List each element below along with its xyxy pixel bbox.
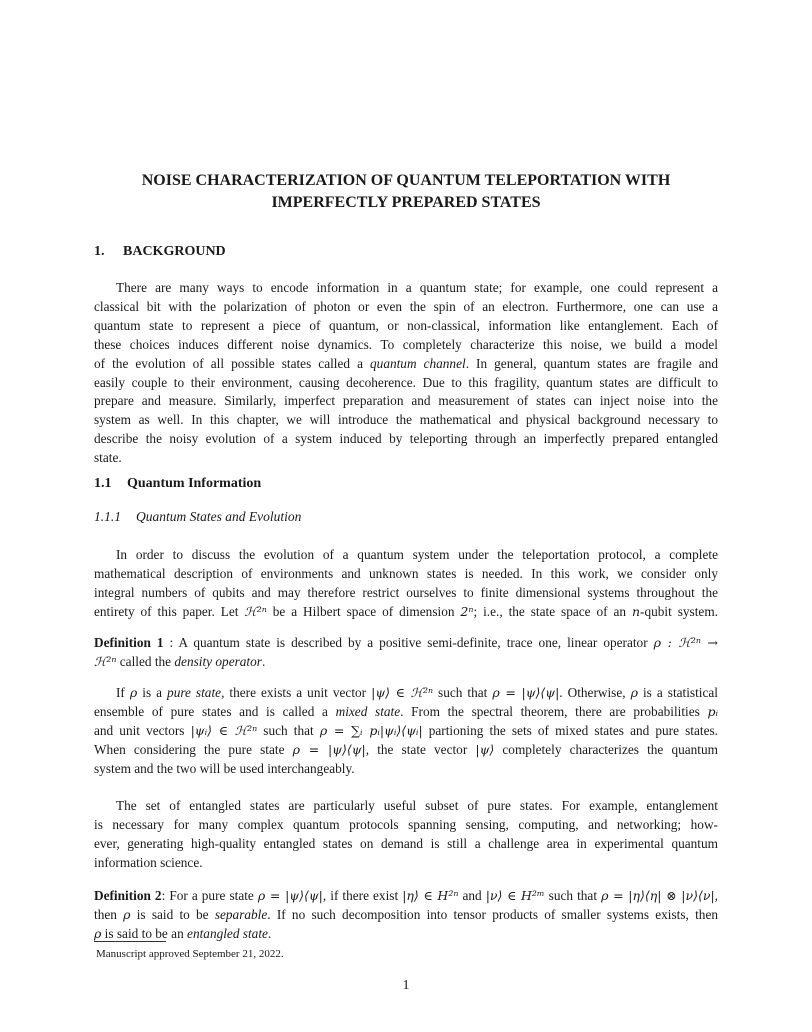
definition-label: Definition 2: [94, 888, 162, 903]
paragraph-line: [94, 603, 718, 622]
math-unit-vectors: |ψᵢ⟩ ∈ ℋ²ⁿ: [190, 722, 258, 738]
paragraph-line: integral numbers of qubits and may therefore restrict ourselves to finite dimensional systems throughout the: [94, 584, 718, 600]
paragraph-line: classical bit with the polarization of photon or even the spin of an electron. Furthermore, one can use a: [94, 298, 718, 314]
text-run: called the: [116, 653, 175, 669]
paragraph-line: [94, 684, 718, 703]
section-number: 1.: [94, 244, 105, 259]
math-rho: ρ: [94, 925, 102, 941]
term-density-operator: density operator: [174, 653, 262, 669]
background-paragraph: [94, 279, 718, 468]
paragraph-line: mathematical description of environments and unknown states is needed. In this work, we consider only: [94, 565, 718, 581]
paragraph-line: [94, 634, 718, 653]
text-run: . If no such decomposition into tensor products of smaller systems exists, then: [267, 906, 718, 922]
paragraph-line: [94, 887, 718, 906]
subsection-heading-quantum-information: [94, 476, 261, 492]
math-unit-vector: |ψ⟩ ∈ ℋ²ⁿ: [371, 685, 434, 700]
text-run: ; i.e., the state space of an: [473, 603, 632, 619]
paragraph-line: [94, 722, 718, 741]
math-dimension: 2ⁿ: [460, 603, 474, 619]
paragraph-line: easily couple to their environment, causing decoherence. Due to this fragility, quantum states are difficult to: [94, 374, 718, 390]
term-mixed-state: mixed state: [335, 703, 401, 719]
math-n: n: [631, 603, 641, 619]
definition-label: Definition 1: [94, 635, 164, 650]
subsection-number: 1.1: [94, 476, 112, 491]
subsection-title: Quantum Information: [127, 476, 262, 491]
paper-title: [94, 170, 718, 214]
paragraph-line: [94, 925, 718, 944]
text-run: partioning the sets of mixed states and pure states.: [422, 722, 718, 738]
paragraph-line: quantum state to represent a piece of quantum, or non-classical, information like entanglement. Each of: [94, 317, 718, 333]
paragraph-line: state.: [94, 450, 122, 466]
text-run: , if there exist: [322, 888, 403, 903]
text-run: : For a pure state: [161, 888, 258, 903]
paragraph-line: The set of entangled states are particularly useful subset of pure states. For example, entanglement: [116, 798, 718, 813]
paragraph-line: In order to discuss the evolution of a quantum system under the teleportation protocol, a complete: [116, 547, 718, 562]
pure-mixed-paragraph: [94, 684, 718, 779]
paragraph-line: [94, 653, 718, 672]
section-title: BACKGROUND: [123, 244, 226, 259]
math-hilbert-space: ℋ²ⁿ: [94, 653, 117, 669]
math-probabilities: pᵢ: [707, 703, 719, 719]
page-number: 1: [402, 978, 410, 993]
states-paragraph: [94, 546, 718, 622]
paragraph-line: prepare and measure. Similarly, imperfect preparation and measurement of states can inject noise into the: [94, 393, 718, 409]
text-run: of the evolution of all possible states called a: [94, 355, 371, 371]
text-run: is a statistical: [637, 685, 718, 700]
section-heading-background: [94, 244, 226, 260]
paragraph-line: is necessary for many complex quantum protocols spanning sensing, computing, and networking; how-: [94, 816, 718, 832]
paragraph-line: [94, 741, 718, 760]
definition-2: [94, 887, 718, 944]
footnote: Manuscript approved September 21, 2022.: [96, 948, 284, 960]
text-run: ,: [714, 888, 718, 903]
paragraph-line: [94, 906, 718, 925]
math-projector: ρ = |ψ⟩⟨ψ|: [492, 685, 560, 700]
text-run: be a Hilbert space of dimension: [266, 603, 461, 619]
text-run: such that: [544, 888, 602, 903]
math-ket: |ψ⟩: [475, 741, 495, 757]
math-mixture: ρ = ∑ᵢ pᵢ|ψᵢ⟩⟨ψᵢ|: [319, 722, 423, 738]
text-run: When considering the pure state: [94, 741, 293, 757]
text-run: . From the spectral theorem, there are probabilities: [400, 703, 708, 719]
paragraph-line: There are many ways to encode information in a quantum state; for example, one could represent a: [116, 280, 718, 295]
text-run: completely characterizes the quantum: [494, 741, 718, 757]
text-run: is a: [137, 685, 168, 700]
text-run: If: [116, 685, 130, 700]
title-line-1: NOISE CHARACTERIZATION OF QUANTUM TELEPORTATION WITH: [141, 172, 671, 189]
term-pure-state: pure state: [167, 685, 222, 700]
text-run: such that: [433, 685, 493, 700]
text-run: and: [458, 888, 486, 903]
text-run: . In general, quantum states are fragile and: [465, 355, 718, 371]
text-run: ensemble of pure states and is called a: [94, 703, 336, 719]
math-projector: ρ = |ψ⟩⟨ψ|: [292, 741, 366, 757]
paragraph-line: these choices induces different noise dynamics. To completely characterize this noise, we build a model: [94, 336, 718, 352]
paragraph-line: [94, 355, 718, 374]
math-eta: |η⟩ ∈ H²ⁿ: [402, 888, 459, 903]
paragraph-line: system as well. In this chapter, we will introduce the mathematical and physical background necessary to: [94, 412, 718, 428]
term-entangled-state: entangled state: [187, 925, 268, 941]
text-run: and unit vectors: [94, 722, 191, 738]
text-run: -qubit system.: [640, 603, 718, 619]
footnote-divider: [94, 941, 166, 942]
math-rho: ρ: [123, 906, 131, 922]
math-projector: ρ = |ψ⟩⟨ψ|: [257, 888, 323, 903]
paragraph-line: information science.: [94, 854, 203, 870]
term-quantum-channel: quantum channel: [370, 355, 466, 371]
math-rho: ρ: [129, 685, 138, 700]
math-nu: |ν⟩ ∈ H²ᵐ: [485, 888, 545, 903]
math-rho: ρ: [630, 685, 638, 700]
text-run: then: [94, 906, 124, 922]
paragraph-line: [94, 703, 718, 722]
text-run: : A quantum state is described by a positive semi-definite, trace one, linear operator: [163, 635, 654, 650]
paragraph-line: ever, generating high-quality entangled states on demand is still a challenge area in experimental quantum: [94, 835, 718, 851]
subsubsection-title: Quantum States and Evolution: [136, 509, 302, 524]
text-run: is said to be an: [101, 925, 188, 941]
text-run: is said to be: [130, 906, 215, 922]
subsubsection-heading-states-evolution: [94, 509, 301, 525]
text-run: , there exists a unit vector: [221, 685, 372, 700]
term-separable: separable: [214, 906, 268, 922]
paragraph-line: system and the two will be used interchangeably.: [94, 760, 355, 776]
text-run: entirety of this paper. Let: [94, 603, 245, 619]
entangled-paragraph: [94, 797, 718, 873]
text-run: , the state vector: [365, 741, 476, 757]
title-line-2: IMPERFECTLY PREPARED STATES: [271, 194, 541, 211]
text-run: . Otherwise,: [559, 685, 631, 700]
definition-1: [94, 634, 718, 672]
math-tensor-product: ρ = |η⟩⟨η| ⊗ |ν⟩⟨ν|: [601, 888, 715, 903]
text-run: .: [261, 653, 266, 669]
text-run: .: [267, 925, 272, 941]
paragraph-line: describe the noisy evolution of a system induced by teleporting through an imperfectly prepared entangled: [94, 431, 718, 447]
text-run: such that: [257, 722, 320, 738]
math-operator: ρ : ℋ²ⁿ →: [653, 635, 719, 650]
math-hilbert-space: ℋ²ⁿ: [244, 603, 267, 619]
subsubsection-number: 1.1.1: [94, 509, 121, 524]
